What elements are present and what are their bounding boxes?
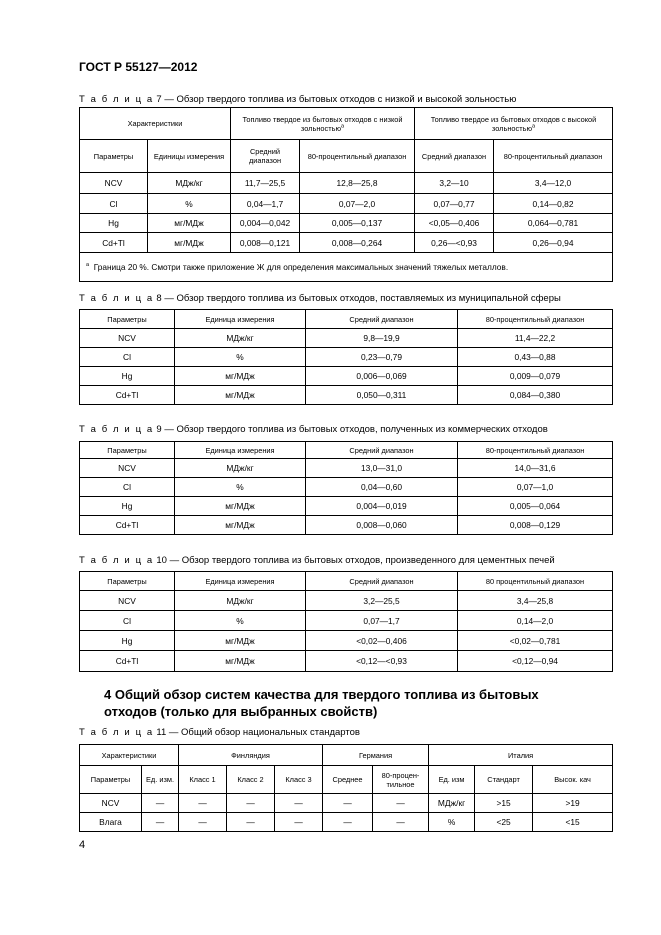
table-row [80, 233, 613, 253]
table-cell: Cl [80, 611, 175, 631]
table-row [80, 348, 613, 367]
table-cell: >19 [533, 794, 613, 813]
table-cell: NCV [80, 794, 142, 813]
table-cell: <0,12—<0,93 [306, 651, 458, 672]
table-cell: 3,4—12,0 [494, 173, 613, 194]
table11-caption [79, 727, 360, 738]
table-cell: — [323, 813, 373, 832]
table-cell: 0,07—0,77 [415, 194, 494, 214]
table-cell: <15 [533, 813, 613, 832]
section-heading: 4 Общий обзор систем качества для твердого топлива из бытовых отходов (только для выбранных свойств) [104, 687, 539, 719]
table-cell: МДж/кг [429, 794, 475, 813]
table10-title: 10 — Обзор твердого топлива из бытовых отходов, произведенного для цементных печей [156, 555, 555, 566]
table-cell: Cl [80, 478, 175, 497]
table11-head-standard: Стандарт [475, 766, 533, 794]
table-cell: NCV [80, 329, 175, 348]
table-cell: % [175, 611, 306, 631]
table-row [80, 611, 613, 631]
table-row [80, 173, 613, 194]
table-cell: 13,0—31,0 [306, 459, 458, 478]
table-cell: — [275, 794, 323, 813]
table-cell: мг/МДж [175, 367, 306, 386]
table-row [80, 794, 613, 813]
table-cell: <0,12—0,94 [458, 651, 613, 672]
table-cell: 0,14—2,0 [458, 611, 613, 631]
table-cell: Hg [80, 497, 175, 516]
table11-head-italy: Италия [429, 745, 613, 766]
table7-footnote-row [80, 253, 613, 282]
table-cell: Cd+Tl [80, 516, 175, 535]
table-cell: — [179, 813, 227, 832]
table-cell: мг/МДж [175, 631, 306, 651]
table11-header-row [80, 745, 613, 766]
table9-head-params: Параметры [80, 442, 175, 459]
table7-caption [79, 94, 516, 105]
table11-head-class1: Класс 1 [179, 766, 227, 794]
table-row [80, 367, 613, 386]
table-cell: МДж/кг [175, 329, 306, 348]
table10-header-row [80, 572, 613, 591]
table7 [79, 107, 613, 282]
table7-head-80-high: 80-процентильный диапазон [494, 140, 613, 173]
table-cell: — [373, 813, 429, 832]
table-cell: мг/МДж [148, 233, 231, 253]
table-cell: 11,4—22,2 [458, 329, 613, 348]
table-cell: 0,005—0,137 [300, 214, 415, 233]
table9 [79, 441, 613, 535]
table8 [79, 309, 613, 405]
table7-subheader-row [80, 140, 613, 173]
page-number: 4 [79, 839, 86, 851]
table-cell: 0,26—<0,93 [415, 233, 494, 253]
footnote-ref-a: a [532, 123, 536, 130]
table7-label: Т а б л и ц а [79, 94, 154, 105]
table-cell: Hg [80, 631, 175, 651]
table-cell: мг/МДж [175, 516, 306, 535]
table-cell: 0,14—0,82 [494, 194, 613, 214]
table-cell: NCV [80, 173, 148, 194]
table-cell: — [227, 794, 275, 813]
table-cell: 9,8—19,9 [306, 329, 458, 348]
table-cell: % [429, 813, 475, 832]
table-row [80, 459, 613, 478]
table-cell: 0,064—0,781 [494, 214, 613, 233]
table7-head-high-ash-text: Топливо твердое из бытовых отходов с высокой зольностью [430, 114, 597, 133]
table8-label: Т а б л и ц а [79, 293, 154, 304]
table8-head-80: 80-процентильный диапазон [458, 310, 613, 329]
table11-head-params: Параметры [80, 766, 142, 794]
table-cell: Cd+Tl [80, 233, 148, 253]
table11-head-class3: Класс 3 [275, 766, 323, 794]
table-cell: 0,04—0,60 [306, 478, 458, 497]
table7-title: 7 — Обзор твердого топлива из бытовых отходов с низкой и высокой зольностью [156, 94, 517, 105]
footnote-text: Граница 20 %. Смотри также приложение Ж для определения максимальных значений тяжелых металлов. [93, 261, 509, 272]
table10-head-mean: Средний диапазон [306, 572, 458, 591]
table11-head-80: 80-процен-тильное [373, 766, 429, 794]
table7-head-80-low: 80-процентильный диапазон [300, 140, 415, 173]
table8-head-mean: Средний диапазон [306, 310, 458, 329]
table7-head-mean-high: Средний диапазон [415, 140, 494, 173]
table-row [80, 813, 613, 832]
table-cell: % [175, 348, 306, 367]
table-cell: — [275, 813, 323, 832]
table9-header-row [80, 442, 613, 459]
table-cell: мг/МДж [175, 651, 306, 672]
table-cell: Cl [80, 348, 175, 367]
table-cell: — [142, 794, 179, 813]
table-cell: 0,43—0,88 [458, 348, 613, 367]
table11-subheader-row [80, 766, 613, 794]
table10-caption [79, 555, 555, 566]
table7-head-mean-low: Средний диапазон [231, 140, 300, 173]
table-cell: 0,008—0,264 [300, 233, 415, 253]
table-row [80, 631, 613, 651]
table-cell: Влага [80, 813, 142, 832]
table10-head-params: Параметры [80, 572, 175, 591]
table-cell: % [148, 194, 231, 214]
table-cell: <0,05—0,406 [415, 214, 494, 233]
table-cell: >15 [475, 794, 533, 813]
table-cell: 11,7—25,5 [231, 173, 300, 194]
table7-header-row [80, 108, 613, 140]
table-cell: мг/МДж [175, 386, 306, 405]
table11-head-class2: Класс 2 [227, 766, 275, 794]
table-cell: МДж/кг [175, 591, 306, 611]
table-row [80, 651, 613, 672]
table9-head-unit: Единица измерения [175, 442, 306, 459]
table-cell: % [175, 478, 306, 497]
table-row [80, 516, 613, 535]
table-cell: — [323, 794, 373, 813]
table11-head-germany: Германия [323, 745, 429, 766]
table11-head-mean: Среднее [323, 766, 373, 794]
table-cell: 12,8—25,8 [300, 173, 415, 194]
table10-head-80: 80 процентильный диапазон [458, 572, 613, 591]
table-row [80, 478, 613, 497]
table11 [79, 744, 613, 832]
table9-caption [79, 424, 548, 435]
table-cell: 0,008—0,129 [458, 516, 613, 535]
table7-head-low-ash-text: Топливо твердое из бытовых отходов с низкой зольностью [242, 114, 403, 133]
table-cell: Hg [80, 367, 175, 386]
table-cell: 0,26—0,94 [494, 233, 613, 253]
table-cell: 0,07—2,0 [300, 194, 415, 214]
table-cell: 3,2—25,5 [306, 591, 458, 611]
table-cell: 14,0—31,6 [458, 459, 613, 478]
footnote-ref-a: a [341, 123, 345, 130]
table-cell: <0,02—0,406 [306, 631, 458, 651]
table-cell: 0,04—1,7 [231, 194, 300, 214]
table-cell: NCV [80, 591, 175, 611]
table-cell: 3,4—25,8 [458, 591, 613, 611]
table-row [80, 386, 613, 405]
table-cell: — [227, 813, 275, 832]
table-cell: 0,084—0,380 [458, 386, 613, 405]
table-cell: 3,2—10 [415, 173, 494, 194]
table-cell: <25 [475, 813, 533, 832]
table-cell: 0,006—0,069 [306, 367, 458, 386]
table-row [80, 214, 613, 233]
table10-label: Т а б л и ц а [79, 555, 154, 566]
table11-head-high-quality: Высок. кач [533, 766, 613, 794]
table-cell: — [142, 813, 179, 832]
table-cell: Hg [80, 214, 148, 233]
table9-head-mean: Средний диапазон [306, 442, 458, 459]
table9-head-80: 80-процентильный диапазон [458, 442, 613, 459]
table11-head-unit-it: Ед. изм [429, 766, 475, 794]
table10 [79, 571, 613, 672]
table-cell: мг/МДж [175, 497, 306, 516]
table-cell: 0,005—0,064 [458, 497, 613, 516]
table8-head-unit: Единица измерения [175, 310, 306, 329]
table-cell: 0,004—0,019 [306, 497, 458, 516]
table11-label: Т а б л и ц а [79, 727, 154, 738]
table-cell: 0,008—0,121 [231, 233, 300, 253]
table9-label: Т а б л и ц а [79, 424, 154, 435]
table-cell: МДж/кг [175, 459, 306, 478]
footnote-marker: a [86, 261, 90, 268]
table-cell: 0,050—0,311 [306, 386, 458, 405]
table-cell: <0,02—0,781 [458, 631, 613, 651]
table-row [80, 194, 613, 214]
table-cell: 0,008—0,060 [306, 516, 458, 535]
table7-head-characteristics: Характеристики [80, 108, 231, 140]
table-cell: 0,004—0,042 [231, 214, 300, 233]
table7-head-low-ash [231, 108, 415, 140]
table8-header-row [80, 310, 613, 329]
table7-head-params: Параметры [80, 140, 148, 173]
table-cell: МДж/кг [148, 173, 231, 194]
table-cell: NCV [80, 459, 175, 478]
table-cell: Cd+Tl [80, 651, 175, 672]
table8-caption [79, 293, 561, 304]
table-row [80, 591, 613, 611]
table11-head-unit: Ед. изм. [142, 766, 179, 794]
table-cell: 0,07—1,0 [458, 478, 613, 497]
table-cell: 0,009—0,079 [458, 367, 613, 386]
table10-head-unit: Единица измерения [175, 572, 306, 591]
document-header: ГОСТ Р 55127—2012 [79, 60, 198, 74]
table8-head-params: Параметры [80, 310, 175, 329]
table7-head-units: Единицы измерения [148, 140, 231, 173]
table11-head-characteristics: Характеристики [80, 745, 179, 766]
table-cell: Cl [80, 194, 148, 214]
table7-footnote [80, 253, 613, 282]
table-row [80, 497, 613, 516]
table-cell: 0,23—0,79 [306, 348, 458, 367]
table-row [80, 329, 613, 348]
table-cell: Cd+Tl [80, 386, 175, 405]
table-cell: мг/МДж [148, 214, 231, 233]
table11-title: 11 — Общий обзор национальных стандартов [156, 727, 360, 738]
table11-head-finland: Финляндия [179, 745, 323, 766]
table-cell: — [179, 794, 227, 813]
table-cell: — [373, 794, 429, 813]
table9-title: 9 — Обзор твердого топлива из бытовых отходов, полученных из коммерческих отходов [156, 424, 548, 435]
table-cell: 0,07—1,7 [306, 611, 458, 631]
table8-title: 8 — Обзор твердого топлива из бытовых отходов, поставляемых из муниципальной сферы [156, 293, 561, 304]
table7-head-high-ash [415, 108, 613, 140]
